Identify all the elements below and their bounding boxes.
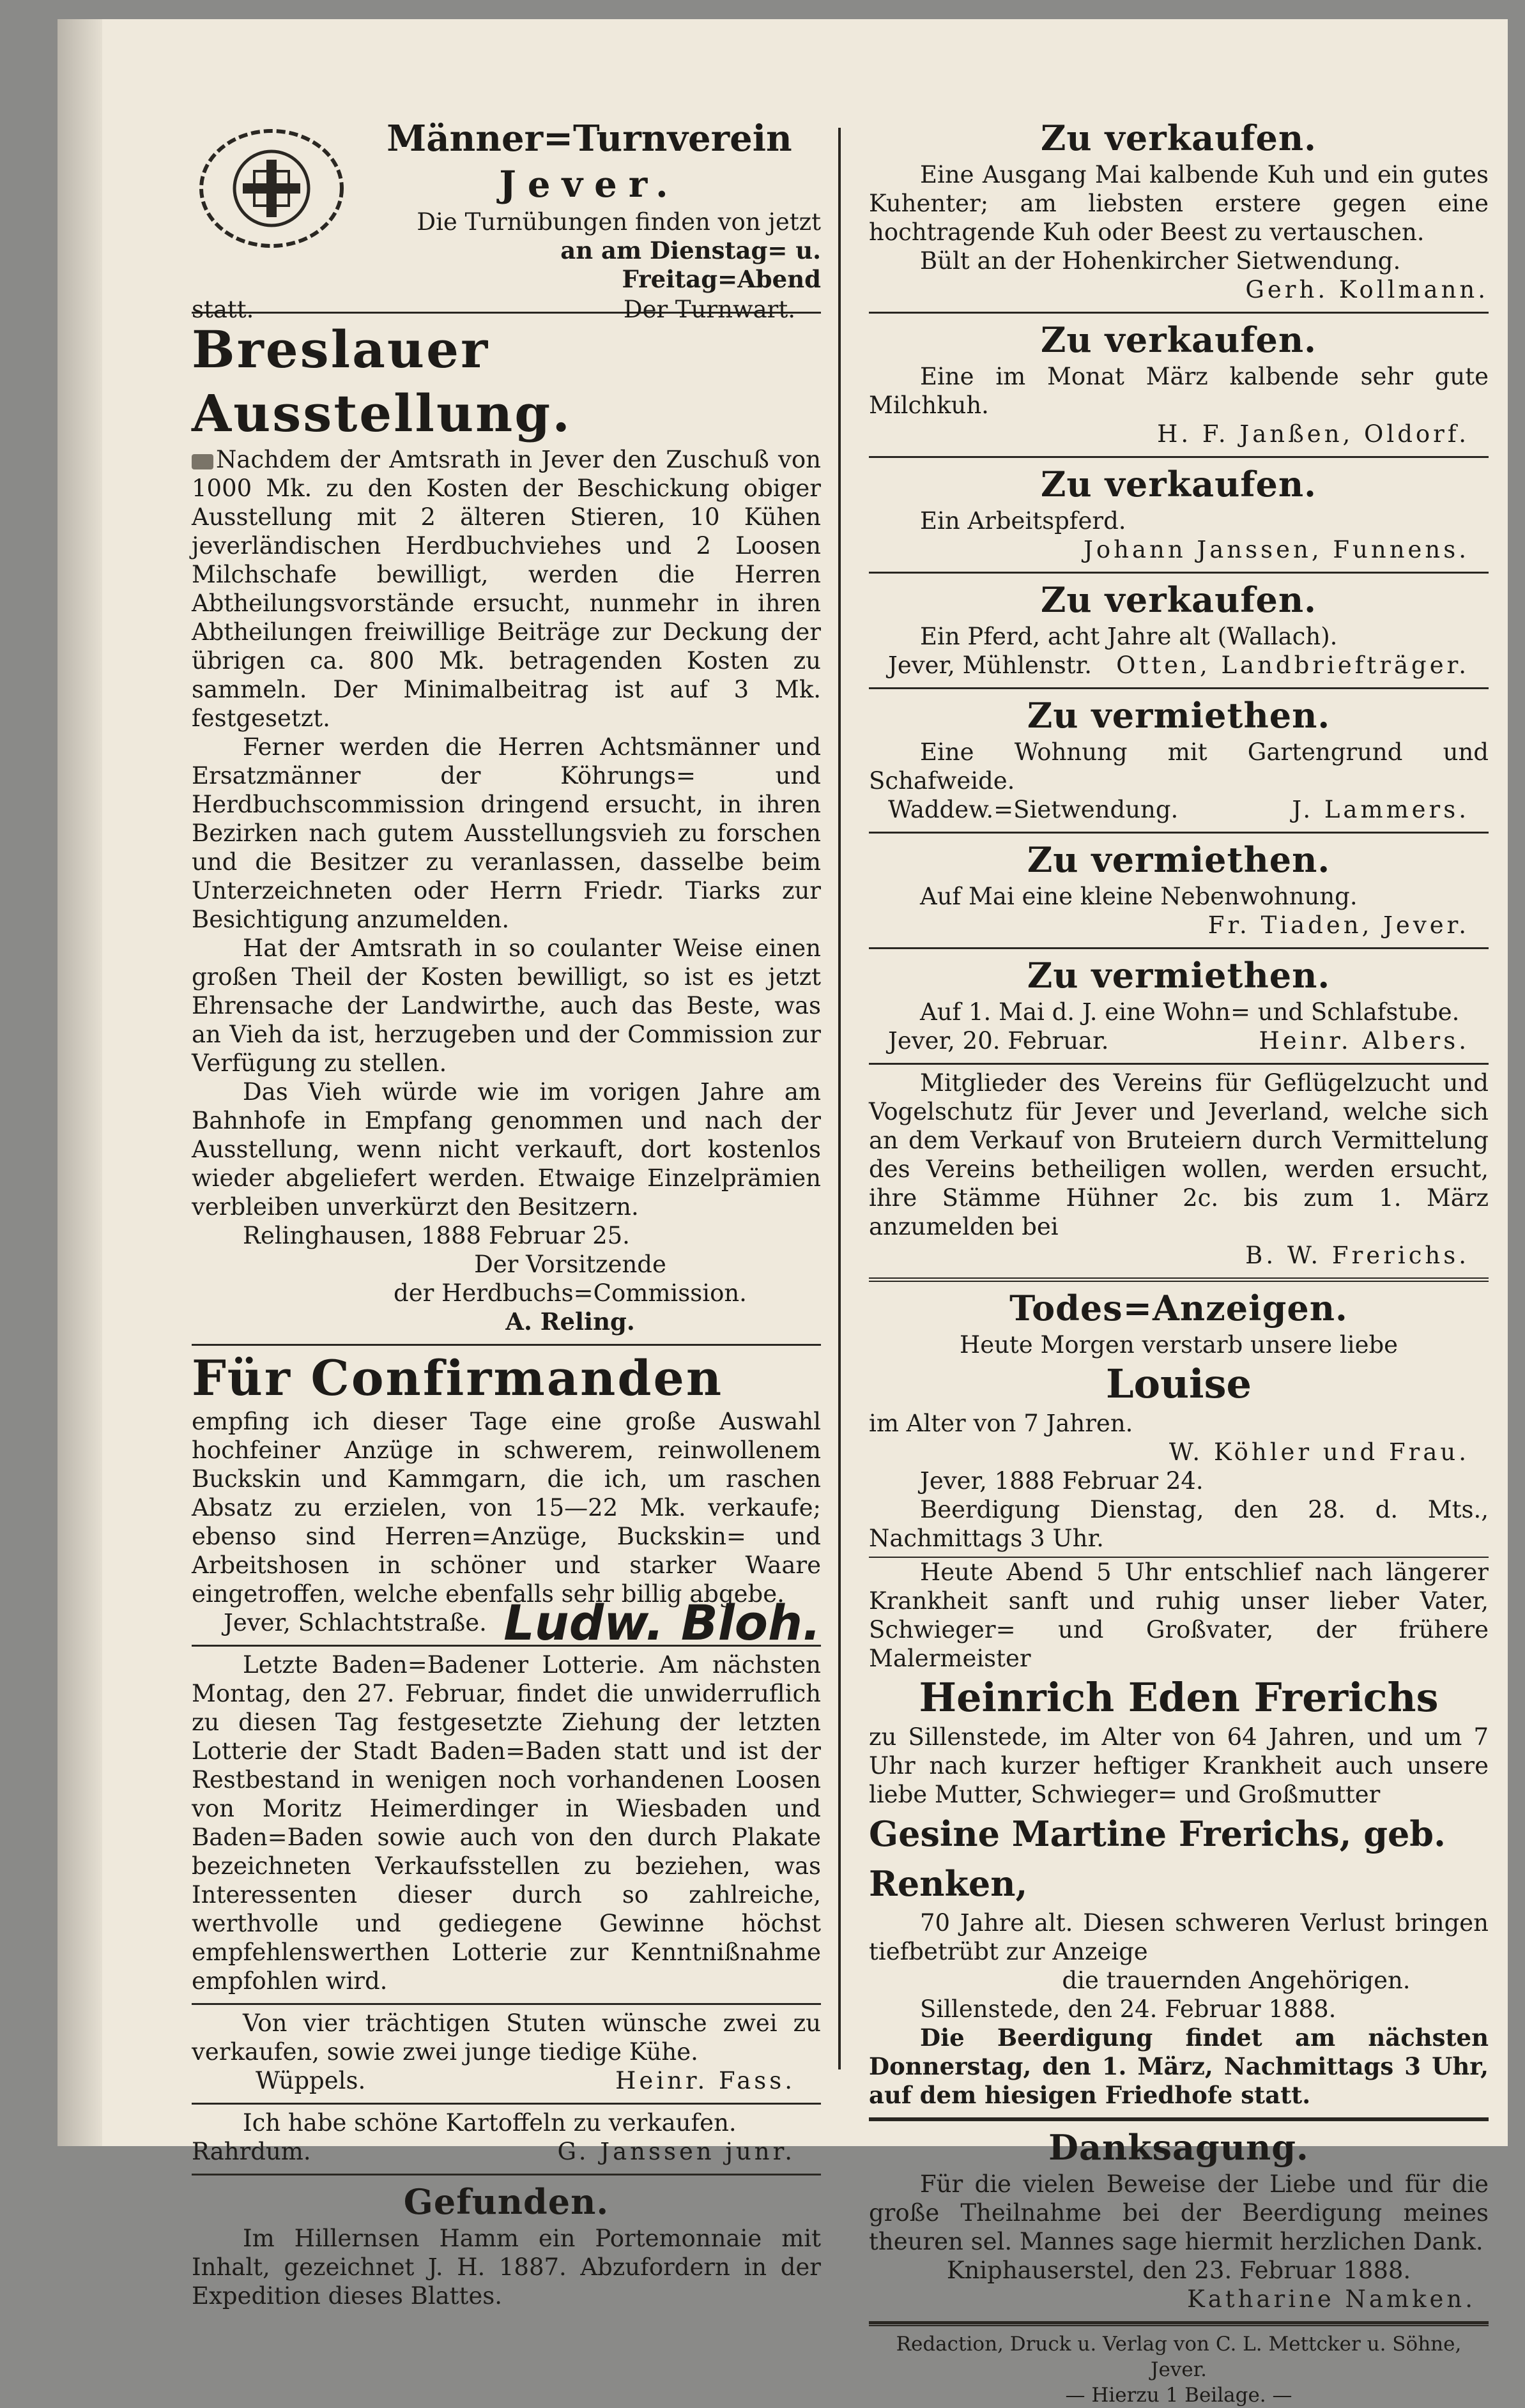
ad2-text: Eine im Monat März kalbende sehr gute Milchkuh. xyxy=(869,363,1489,419)
ad1-text: Eine Ausgang Mai kalbende Kuh und ein gutes Kuhenter; am liebsten erstere gegen eine hochtragende Kuh oder Beest zu vertauschen. xyxy=(869,161,1489,246)
ad4-title: Zu verkaufen. xyxy=(1041,579,1317,620)
dank-name: Katharine Namken. xyxy=(1187,2285,1476,2313)
dank-title: Danksagung. xyxy=(1048,2127,1309,2168)
ad1-line: Bült an der Hohenkircher Sietwendung. xyxy=(920,247,1401,275)
ad3-title: Zu verkaufen. xyxy=(1041,464,1317,505)
confirmanden-title: Für Confirmanden xyxy=(192,1350,724,1406)
todes-burial: Beerdigung Dienstag, den 28. d. Mts., Nachmittags 3 Uhr. xyxy=(869,1495,1489,1558)
ad5-place: Waddew.=Sietwendung. xyxy=(888,796,1179,823)
dank-text: Für die vielen Beweise der Liebe und für die große Theilnahme bei der Beerdigung meines theuren sel. Mannes sage hiermit herzlichen Dank. xyxy=(869,2170,1489,2255)
todes-name-2: Heinrich Eden Frerichs xyxy=(919,1674,1439,1721)
turnverein-line1: Die Turnübungen finden von jetzt xyxy=(417,208,821,236)
ad5-title: Zu vermiethen. xyxy=(1027,695,1331,736)
ad7-place: Jever, 20. Februar. xyxy=(888,1027,1109,1055)
todes-name: Louise xyxy=(1106,1360,1252,1407)
ad6-text: Auf Mai eine kleine Nebenwohnung. xyxy=(920,883,1358,910)
turnverein-ad xyxy=(192,112,821,323)
kartoffeln-place: Rahrdum. xyxy=(192,2138,311,2165)
todes-paragraph-4b: die trauernden Angehörigen. xyxy=(1062,1967,1411,1994)
breslau-paragraph-3: Hat der Amtsrath in so coulanter Weise einen großen Theil der Kosten bewilligt, so ist es jetzt Ehrensache der Landwirthe, auch das Beste, was an Vieh da ist, herzugeben und der Commission zur Verfügung zu stellen. xyxy=(192,934,821,1077)
verein-ad xyxy=(869,1065,1489,1282)
todes-date: Jever, 1888 Februar 24. xyxy=(920,1467,1204,1495)
kartoffeln-name: G. Janssen junr. xyxy=(557,2138,795,2165)
stuten-name: Heinr. Fass. xyxy=(615,2067,795,2094)
ad7-text: Auf 1. Mai d. J. eine Wohn= und Schlafstube. xyxy=(920,998,1460,1026)
breslau-sig-3: A. Reling. xyxy=(505,1307,635,1336)
ad7-title: Zu vermiethen. xyxy=(1027,955,1331,996)
confirmanden-text: empfing ich dieser Tage eine große Auswahl hochfeiner Anzüge in schwerem, reinwollenem Buckskin und Kammgarn, die ich, um raschen Absatz zu erzielen, von 15—22 Mk. verkaufe; ebenso sind Herren=Anzüge, Buckskin= und Arbeitshosen in schöner und starker Waare eingetroffen, welche ebenfalls sehr billig abgebe. xyxy=(192,1408,821,1608)
pointing-hand-icon xyxy=(192,454,213,469)
verkaufen-ad-4 xyxy=(869,574,1489,689)
todes-title: Todes=Anzeigen. xyxy=(1009,1288,1348,1329)
confirmanden-ad xyxy=(192,1346,821,1651)
todes-paragraph-2: Heute Abend 5 Uhr entschlief nach längerer Krankheit sanft und ruhig unser lieber Vater, Schwieger= und Großvater, der frühere Malermeister xyxy=(869,1558,1489,1672)
verein-text: Mitglieder des Vereins für Geflügelzucht und Vogelschutz für Jever und Jeverland, welche sich an dem Verkauf von Bruteiern durch Vermittelung des Vereins betheiligen wollen, werden ersucht, ihre Stämme Hühner 2c. bis zum 1. März anzumelden bei xyxy=(869,1069,1489,1240)
imprint-footer xyxy=(869,2323,1489,2408)
vermiethen-ad-6 xyxy=(869,834,1489,949)
todes-line1: Heute Morgen verstarb unsere liebe xyxy=(959,1331,1399,1359)
ad1-title: Zu verkaufen. xyxy=(1041,118,1317,158)
turnverein-signature: Der Turnwart. xyxy=(623,296,795,323)
turnverein-statt: statt. xyxy=(192,296,254,323)
ad4-place: Jever, Mühlenstr. xyxy=(888,652,1092,679)
kartoffeln-ad xyxy=(192,2105,821,2176)
todes-ad xyxy=(869,1282,1489,2119)
stuten-ad xyxy=(192,2005,821,2105)
gefunden-text: Im Hillernsen Hamm ein Portemonnaie mit Inhalt, gezeichnet J. H. 1887. Abzufordern in der Expedition dieses Blattes. xyxy=(192,2225,821,2310)
ad5-name: J. Lammers. xyxy=(1292,796,1469,823)
todes-line2: im Alter von 7 Jahren. xyxy=(869,1410,1133,1437)
breslau-paragraph-2: Ferner werden die Herren Achtsmänner und Ersatzmänner der Köhrungs= und Herdbuchscommission dringend ersucht, in ihren Bezirken nach gutem Ausstellungsvieh zu forschen und die Besitzer zu veranlassen, dasselbe beim Unterzeichneten oder Herrn Friedr. Tiarks zur Besichtigung anzumelden. xyxy=(192,733,821,933)
ad4-text: Ein Pferd, acht Jahre alt (Wallach). xyxy=(920,623,1338,650)
turnverein-line2: an am Dienstag= u. Freitag=Abend xyxy=(560,236,821,293)
ad1-name: Gerh. Kollmann. xyxy=(1245,276,1489,303)
breslau-title: Breslauer Ausstellung. xyxy=(192,319,572,443)
stuten-place: Wüppels. xyxy=(256,2067,366,2094)
confirmanden-signature: Ludw. Bloh. xyxy=(503,1594,821,1651)
gefunden-ad xyxy=(192,2176,821,2318)
ad6-name: Fr. Tiaden, Jever. xyxy=(1207,911,1469,939)
breslau-sig-2: der Herdbuchs=Commission. xyxy=(394,1279,747,1307)
ad4-name: Otten, Landbriefträger. xyxy=(1116,652,1469,679)
todes-paragraph-3: zu Sillenstede, im Alter von 64 Jahren, und um 7 Uhr nach kurzer heftiger Krankheit auch unsere liebe Mutter, Schwieger= und Großmutter xyxy=(869,1723,1489,1808)
verkaufen-ad-1 xyxy=(869,112,1489,314)
breslau-ad xyxy=(192,314,821,1346)
vermiethen-ad-7 xyxy=(869,949,1489,1065)
ad3-name: Johann Janssen, Funnens. xyxy=(1084,536,1469,563)
ad2-name: H. F. Janßen, Oldorf. xyxy=(1157,420,1469,448)
todes-paragraph-4: 70 Jahre alt. Diesen schweren Verlust bringen tiefbetrübt zur Anzeige xyxy=(869,1909,1489,1965)
right-column xyxy=(869,112,1489,2408)
breslau-paragraph-1: Nachdem der Amtsrath in Jever den Zuschuß von 1000 Mk. zu den Kosten der Beschickung obiger Ausstellung mit 2 älteren Stieren, 10 Kühen jeverländischen Herdbuchviehes und 2 Loosen Milchschafe bewilligt, werden die Herren Abtheilungsvorstände ersucht, nunmehr in ihren Abtheilungen freiwillige Beiträge zur Deckung der übrigen ca. 800 Mk. betragenden Kosten zu sammeln. Der Minimalbeitrag ist auf 3 Mk. festgesetzt. xyxy=(192,446,821,732)
kartoffeln-text: Ich habe schöne Kartoffeln zu verkaufen. xyxy=(243,2109,737,2137)
breslau-paragraph-4: Das Vieh würde wie im vorigen Jahre am Bahnhofe in Empfang genommen und nach der Ausstellung, wenn nicht verkauft, dort kostenlos wieder abgeliefert werden. Etwaige Einzelprämien verbleiben unverkürzt den Besitzern. xyxy=(192,1078,821,1221)
ad3-text: Ein Arbeitspferd. xyxy=(920,507,1126,535)
confirmanden-place: Jever, Schlachtstraße. xyxy=(224,1609,487,1636)
todes-name-3: Gesine Martine Frerichs, geb. Renken, xyxy=(869,1813,1446,1904)
todes-date-2: Sillenstede, den 24. Februar 1888. xyxy=(920,1995,1337,2023)
verkaufen-ad-3 xyxy=(869,458,1489,574)
vermiethen-ad-5 xyxy=(869,689,1489,834)
turnverein-title: Männer=Turnverein xyxy=(387,118,792,160)
gefunden-title: Gefunden. xyxy=(403,2181,609,2222)
left-column xyxy=(192,112,821,2318)
todes-paragraph-5: Die Beerdigung findet am nächsten Donnerstag, den 1. März, Nachmittags 3 Uhr, auf dem hiesigen Friedhofe statt. xyxy=(869,2023,1489,2109)
turnverein-wreath-emblem xyxy=(192,121,351,255)
breslau-date: Relinghausen, 1888 Februar 25. xyxy=(243,1222,630,1249)
dank-ad xyxy=(869,2119,1489,2323)
ad5-text: Eine Wohnung mit Gartengrund und Schafweide. xyxy=(869,738,1489,795)
breslau-sig-1: Der Vorsitzende xyxy=(474,1251,666,1278)
beilage-text: — Hierzu 1 Beilage. — xyxy=(1065,2384,1292,2407)
ad6-title: Zu vermiethen. xyxy=(1027,839,1331,880)
todes-signers: W. Köhler und Frau. xyxy=(1169,1438,1469,1466)
turnverein-place: Jever. xyxy=(499,164,680,206)
dank-date: Kniphauserstel, den 23. Februar 1888. xyxy=(946,2257,1411,2284)
stuten-text: Von vier trächtigen Stuten wünsche zwei zu verkaufen, sowie zwei junge tiedige Kühe. xyxy=(192,2009,821,2066)
lotterie-ad xyxy=(192,1647,821,2005)
ad2-title: Zu verkaufen. xyxy=(1041,319,1317,360)
imprint-text: Redaction, Druck u. Verlag von C. L. Mettcker u. Söhne, Jever. xyxy=(896,2333,1462,2381)
lotterie-text: Letzte Baden=Badener Lotterie. Am nächsten Montag, den 27. Februar, findet die unwiderruflich zu diesen Tag festgesetzte Ziehung der letzten Lotterie der Stadt Baden=Baden statt und ist der Restbestand in wenigen noch vorhandenen Loosen von Moritz Heimerdinger in Wiesbaden und Baden=Baden sowie auch von den durch Plakate bezeichneten Verkaufsstellen zu beziehen, was Interessenten dieser durch so zahlreiche, werthvolle und gediegene Gewinne höchst empfehlenswerthen Lotterie zur Kenntnißnahme empfohlen wird. xyxy=(192,1651,821,1995)
verein-name: B. W. Frerichs. xyxy=(1245,1242,1469,1269)
page-binding-edge xyxy=(57,19,102,2146)
ad7-name: Heinr. Albers. xyxy=(1259,1027,1469,1055)
column-divider xyxy=(838,128,841,2069)
verkaufen-ad-2 xyxy=(869,314,1489,458)
